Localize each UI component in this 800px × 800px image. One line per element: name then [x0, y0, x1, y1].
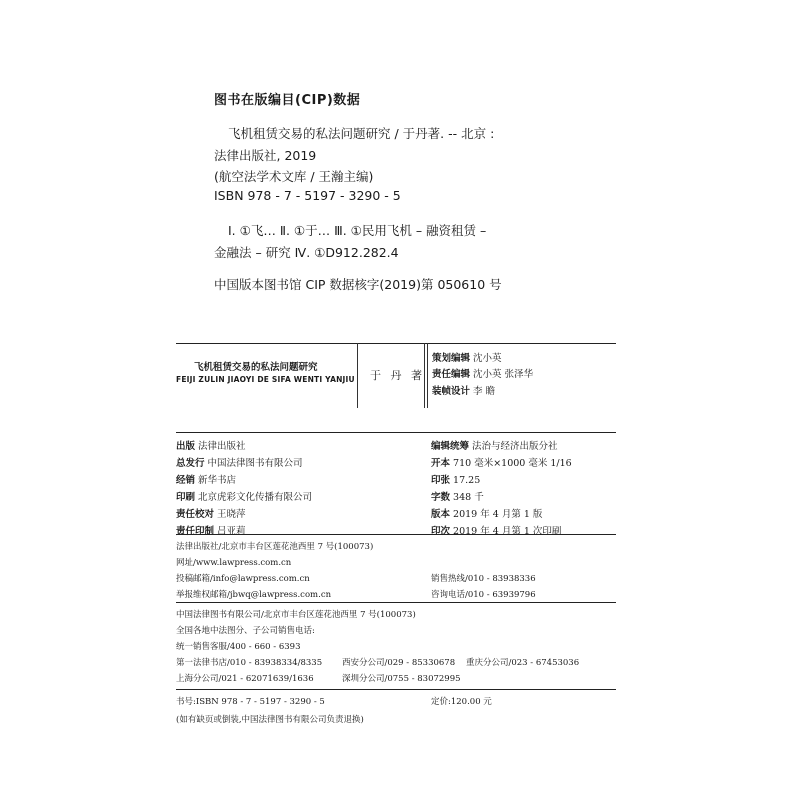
info-sheets: 印张 17.25 — [431, 475, 481, 486]
rule-publisher-top — [176, 534, 616, 535]
info-format: 开本 710 毫米×1000 毫米 1/16 — [431, 458, 572, 469]
rule-distributor-top — [176, 602, 616, 603]
cip-line-isbn: ISBN 978 - 7 - 5197 - 3290 - 5 — [214, 188, 401, 203]
publisher-website: 网址/www.lawpress.com.cn — [176, 558, 292, 568]
info-edition: 版本 2019 年 4 月第 1 版 — [431, 509, 543, 520]
info-seller: 经销 新华书店 — [176, 475, 237, 486]
publisher-submit-email: 投稿邮箱/info@lawpress.com.cn — [176, 574, 310, 584]
rule-info-top — [176, 432, 616, 433]
rule-vertical-1 — [357, 343, 358, 408]
rule-footer-top — [176, 689, 616, 690]
credit-value: 沈小英 — [473, 353, 502, 364]
info-printing: 印次 2019 年 4 月第 1 次印刷 — [431, 526, 562, 537]
credit-label: 策划编辑 — [432, 353, 471, 364]
info-print-manager: 责任印制 吕亚莉 — [176, 526, 246, 537]
book-author: 于 丹 著 — [370, 369, 425, 382]
credit-planning-editor — [432, 350, 502, 364]
distributor-unified-hotline: 统一销售客服/400 - 660 - 6393 — [176, 642, 301, 652]
publisher-report-email: 举报维权邮箱/jbwq@lawpress.com.cn — [176, 590, 332, 600]
credit-cover-design — [432, 383, 495, 397]
credit-value: 李 瞻 — [473, 386, 496, 397]
distributor-chongqing: 重庆分公司/023 - 67453036 — [466, 658, 580, 668]
credit-label: 装帧设计 — [432, 386, 471, 397]
cip-line-classification: Ⅰ. ①飞… Ⅱ. ①于… Ⅲ. ①民用飞机 – 融资租赁 – — [228, 223, 487, 238]
rule-top — [176, 343, 616, 344]
info-editorial: 编辑统筹 法治与经济出版分社 — [431, 441, 558, 452]
info-word-count: 字数 348 千 — [431, 492, 484, 503]
footer-price: 定价:120.00 元 — [431, 697, 492, 707]
cip-line-title: 飞机租赁交易的私法问题研究 / 于丹著. -- 北京 : — [228, 126, 495, 141]
publisher-address: 法律出版社/北京市丰台区莲花池西里 7 号(100073) — [176, 542, 374, 552]
cip-line-series: (航空法学术文库 / 王瀚主编) — [214, 169, 374, 184]
footer-isbn: 书号:ISBN 978 - 7 - 5197 - 3290 - 5 — [176, 697, 325, 707]
distributor-address: 中国法律图书有限公司/北京市丰台区莲花池西里 7 号(100073) — [176, 610, 416, 620]
cip-line-classification-cont: 金融法 – 研究 Ⅳ. ①D912.282.4 — [214, 245, 399, 260]
publisher-sales-hotline: 销售热线/010 - 83938336 — [431, 574, 536, 584]
credit-label: 责任编辑 — [432, 369, 471, 380]
credit-value: 沈小英 张泽华 — [473, 369, 534, 380]
book-title: 飞机租赁交易的私法问题研究 — [194, 362, 318, 373]
distributor-shanghai: 上海分公司/021 - 62071639/1636 — [176, 674, 314, 684]
info-printer: 印刷 北京虎彩文化传播有限公司 — [176, 492, 313, 503]
credit-responsible-editor — [432, 366, 533, 380]
publisher-consult-phone: 咨询电话/010 - 63939796 — [431, 590, 536, 600]
distributor-xian: 西安分公司/029 - 85330678 — [342, 658, 456, 668]
distributor-shenzhen: 深圳分公司/0755 - 83072995 — [342, 674, 461, 684]
info-distributor: 总发行 中国法律图书有限公司 — [176, 458, 303, 469]
footer-notice: (如有缺页或倒装,中国法律图书有限公司负责退换) — [176, 715, 364, 725]
cip-heading: 图书在版编目(CIP)数据 — [214, 93, 361, 108]
book-title-pinyin: FEIJI ZULIN JIAOYI DE SIFA WENTI YANJIU — [176, 375, 355, 384]
info-publisher: 出版 法律出版社 — [176, 441, 246, 452]
cip-line-verification: 中国版本图书馆 CIP 数据核字(2019)第 050610 号 — [214, 277, 502, 292]
distributor-shop1: 第一法律书店/010 - 83938334/8335 — [176, 658, 323, 668]
cip-line-publisher: 法律出版社, 2019 — [214, 148, 317, 163]
info-proofreader: 责任校对 王晓萍 — [176, 509, 246, 520]
distributor-branches-title: 全国各地中法图分、子公司销售电话: — [176, 626, 315, 636]
